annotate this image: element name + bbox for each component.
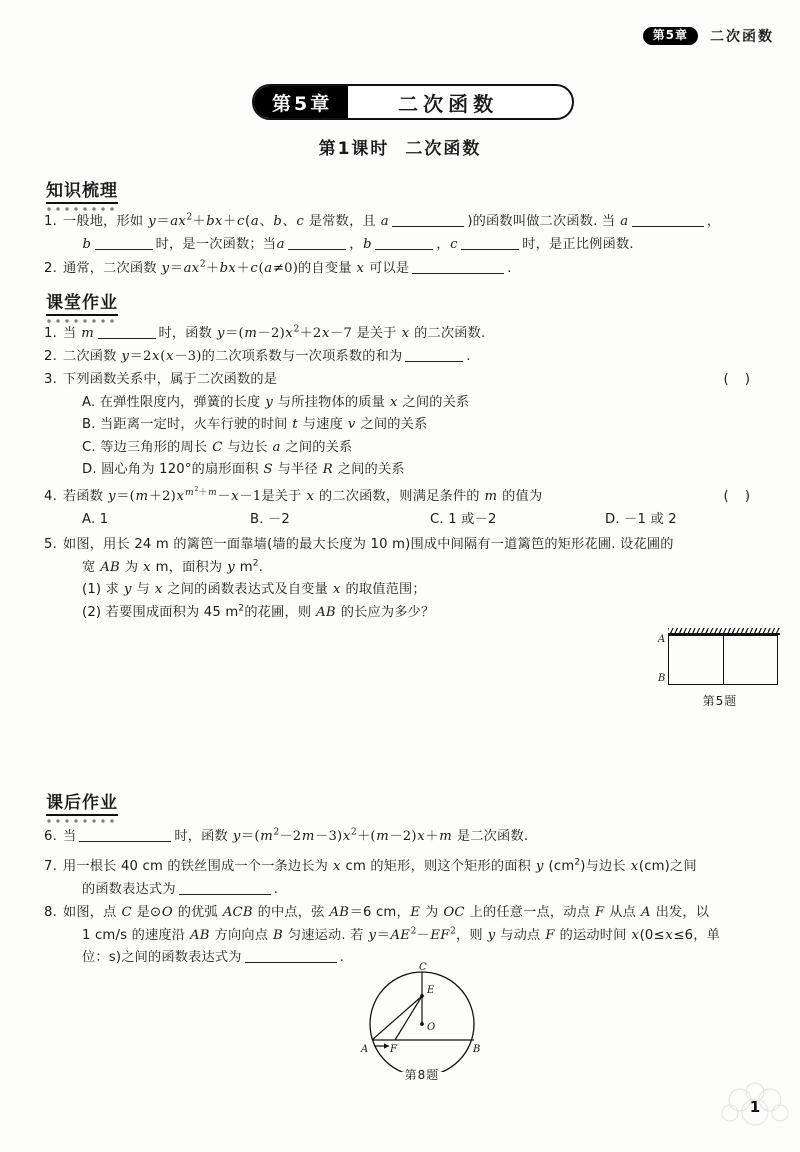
sub-question-1: (1) 求 y 与 x 之间的函数表达式及自变量 x 的取值范围； <box>82 582 426 597</box>
homework-item-8: 8. 如图，点 C 是⊙O 的优弧 ACB 的中点，弦 AB＝6 cm，E 为 OC 上的任意一点，动点 F 从点 A 出发，以 1 cm/s 的速度沿 AB 方向向点 B 匀速运动. 若 $y=AE^2-EF^2$，则 y 与动点 F 的运动时间 x(0≤x≤6，单 位：s)之间的函数表达式为 . <box>44 902 769 970</box>
formula-quadratic-general: $y=ax^2+bx+c$ <box>148 212 245 229</box>
section-rule <box>46 314 118 316</box>
section-label-homework: 课后作业 <box>46 793 118 813</box>
fill-blank[interactable] <box>632 226 704 227</box>
formula-q6: $y=(m^2-2m-3)x^2+(m-2)x+m$ <box>232 827 452 844</box>
figure5-label-B: B <box>658 673 666 684</box>
formula-quadratic-a-nonzero: $y=ax^2+bx+c(a\ne 0)$ <box>161 259 299 276</box>
classwork-item-2: 2. 二次函数 y＝2x(x－3)的二次项系数与一次项系数的和为 . <box>44 346 756 369</box>
running-header <box>643 26 774 46</box>
formula-q1: $y=(m-2)x^2+2x-7$ <box>216 324 353 341</box>
review-item-1: 1. 一般地，形如 $y=ax^2+bx+c(a$、b、c 是常数，且 a )的函数叫做二次函数. 当 a ， b 时，是一次函数；当a ，b ，c 时，是正比例函数. <box>44 212 721 252</box>
wall-hatching <box>668 628 780 635</box>
formula-q4: $y=(m+2)x^{m^2+m}-x-1$ <box>108 485 262 504</box>
item-number: 6. <box>44 829 57 844</box>
fill-blank[interactable] <box>405 361 463 362</box>
formula-q8: $y=AE^2-EF^2$ <box>368 926 456 943</box>
fill-blank[interactable] <box>95 249 153 250</box>
banner-title: 二次函数 <box>398 91 499 116</box>
homework-item-7: 7. 用一根长 40 cm 的铁丝围成一个一条边长为 x cm 的矩形，则这个矩形的面积 y $(cm^2)$与边长 x(cm)之间 的函数表达式为 . <box>44 857 697 897</box>
item-number: 8. <box>44 905 57 920</box>
option-A[interactable]: A. 1 <box>82 511 109 527</box>
classwork-item-3: 3. 下列函数关系中，属于二次函数的是 ( ) A. 在弹性限度内，弹簧的长度 y 与所挂物体的质量 x 之间的关系 B. 当距离一定时，火车行驶的时间 t 与速度 v 之间的关系 C. 等边三角形的周长 C 与边长 a 之间的关系 D. 圆心角为 120°的扇形面积 S 与半径 R 之间的关系 <box>44 369 756 482</box>
fill-blank[interactable] <box>375 249 433 250</box>
fill-blank[interactable] <box>179 894 271 895</box>
item-number: 4. <box>44 489 57 504</box>
option-A[interactable]: A. 在弹性限度内，弹簧的长度 y 与所挂物体的质量 x 之间的关系 <box>82 394 470 410</box>
fill-blank[interactable] <box>288 249 346 250</box>
fill-blank[interactable] <box>412 273 504 274</box>
option-C[interactable]: C. 1 或－2 <box>430 511 497 527</box>
svg-text:B: B <box>473 1044 481 1055</box>
figure5-label-A: A <box>658 634 666 645</box>
banner-chapter-label: 第5章 <box>254 86 348 118</box>
chapter-banner <box>252 84 574 120</box>
classwork-item-1: 1. 当 m 时，函数 $y=(m-2)x^2+2x-7$ 是关于 x 的二次函数. <box>44 323 756 346</box>
figure8-caption: 第8题 <box>404 1068 440 1082</box>
item-number: 3. <box>44 372 57 387</box>
section-label-review: 知识梳理 <box>46 181 118 201</box>
page-number <box>742 1098 768 1116</box>
item-number: 1. <box>44 326 57 341</box>
section-heading-homework <box>44 788 120 830</box>
option-C[interactable]: C. 等边三角形的周长 C 与边长 a 之间的关系 <box>82 439 353 455</box>
item-number: 2. <box>44 261 57 276</box>
fill-blank[interactable] <box>461 249 519 250</box>
section-rule <box>46 814 118 816</box>
lesson-prefix: 第1课时 <box>318 139 390 159</box>
inner-fence-divider <box>723 635 724 685</box>
svg-text:A: A <box>361 1044 369 1055</box>
review-item-2: 2. 通常，二次函数 $y=ax^2+bx+c(a\ne 0)$的自变量 x 可以是 . <box>44 258 756 281</box>
figure-problem-8 <box>332 962 512 1090</box>
item-number: 7. <box>44 859 57 874</box>
page-number-text: 1 <box>749 1098 761 1116</box>
item-number: 2. <box>44 349 57 364</box>
section-dot-decoration <box>46 818 118 825</box>
section-rule <box>46 202 118 204</box>
classwork-item-4: 4. 若函数 $y=(m+2)x^{m^2+m}-x-1$是关于 x 的二次函数，则满足条件的 m 的值为 ( ) A. 1 B. －2 C. 1 或－2 D. －1 或 2 <box>44 486 756 531</box>
svg-text:C: C <box>419 962 427 973</box>
lesson-name: 二次函数 <box>405 139 482 159</box>
item-number: 1. <box>44 214 57 229</box>
header-chapter-pill: 第5章 <box>643 27 698 46</box>
fill-blank[interactable] <box>245 962 337 963</box>
figure-problem-5 <box>650 618 790 718</box>
section-label-classwork: 课堂作业 <box>46 293 118 313</box>
svg-text:F: F <box>390 1044 397 1055</box>
fill-blank[interactable] <box>98 338 156 339</box>
answer-bracket[interactable]: ( ) <box>723 372 756 387</box>
option-D[interactable]: D. －1 或 2 <box>605 511 677 527</box>
fill-blank[interactable] <box>392 226 464 227</box>
answer-bracket[interactable]: ( ) <box>723 489 756 504</box>
fill-blank[interactable] <box>79 841 171 842</box>
lesson-title <box>0 134 800 159</box>
item-number: 5. <box>44 537 57 552</box>
figure5-caption: 第5题 <box>702 694 738 708</box>
classwork-item-5: 5. 如图，用长 24 m 的篱笆一面靠墙(墙的最大长度为 10 m)围成中间隔有一道篱笆的矩形花圃. 设花圃的 宽 AB 为 x m，面积为 y $m^2$. (1) 求 y 与 x 之间的函数表达式及自变量 x 的取值范围； (2) 若要围成面积为 45 $m^2$的花圃，则 AB 的长应为多少？ <box>44 534 764 624</box>
option-D[interactable]: D. 圆心角为 120°的扇形面积 S 与半径 R 之间的关系 <box>82 462 405 477</box>
circle-diagram <box>332 962 512 1072</box>
homework-item-6: 6. 当 时，函数 $y=(m^2-2m-3)x^2+(m-2)x+m$ 是二次函数. <box>44 826 756 849</box>
option-B[interactable]: B. －2 <box>250 511 291 527</box>
svg-text:E: E <box>427 985 435 996</box>
formula-q2: y＝2x(x－3) <box>121 349 202 364</box>
sub-question-2: (2) 若要围成面积为 45 $m^2$的花圃，则 AB 的长应为多少？ <box>82 603 435 620</box>
header-title: 二次函数 <box>710 29 774 45</box>
option-B[interactable]: B. 当距离一定时，火车行驶的时间 t 与速度 v 之间的关系 <box>82 417 428 432</box>
svg-text:O: O <box>427 1022 436 1033</box>
